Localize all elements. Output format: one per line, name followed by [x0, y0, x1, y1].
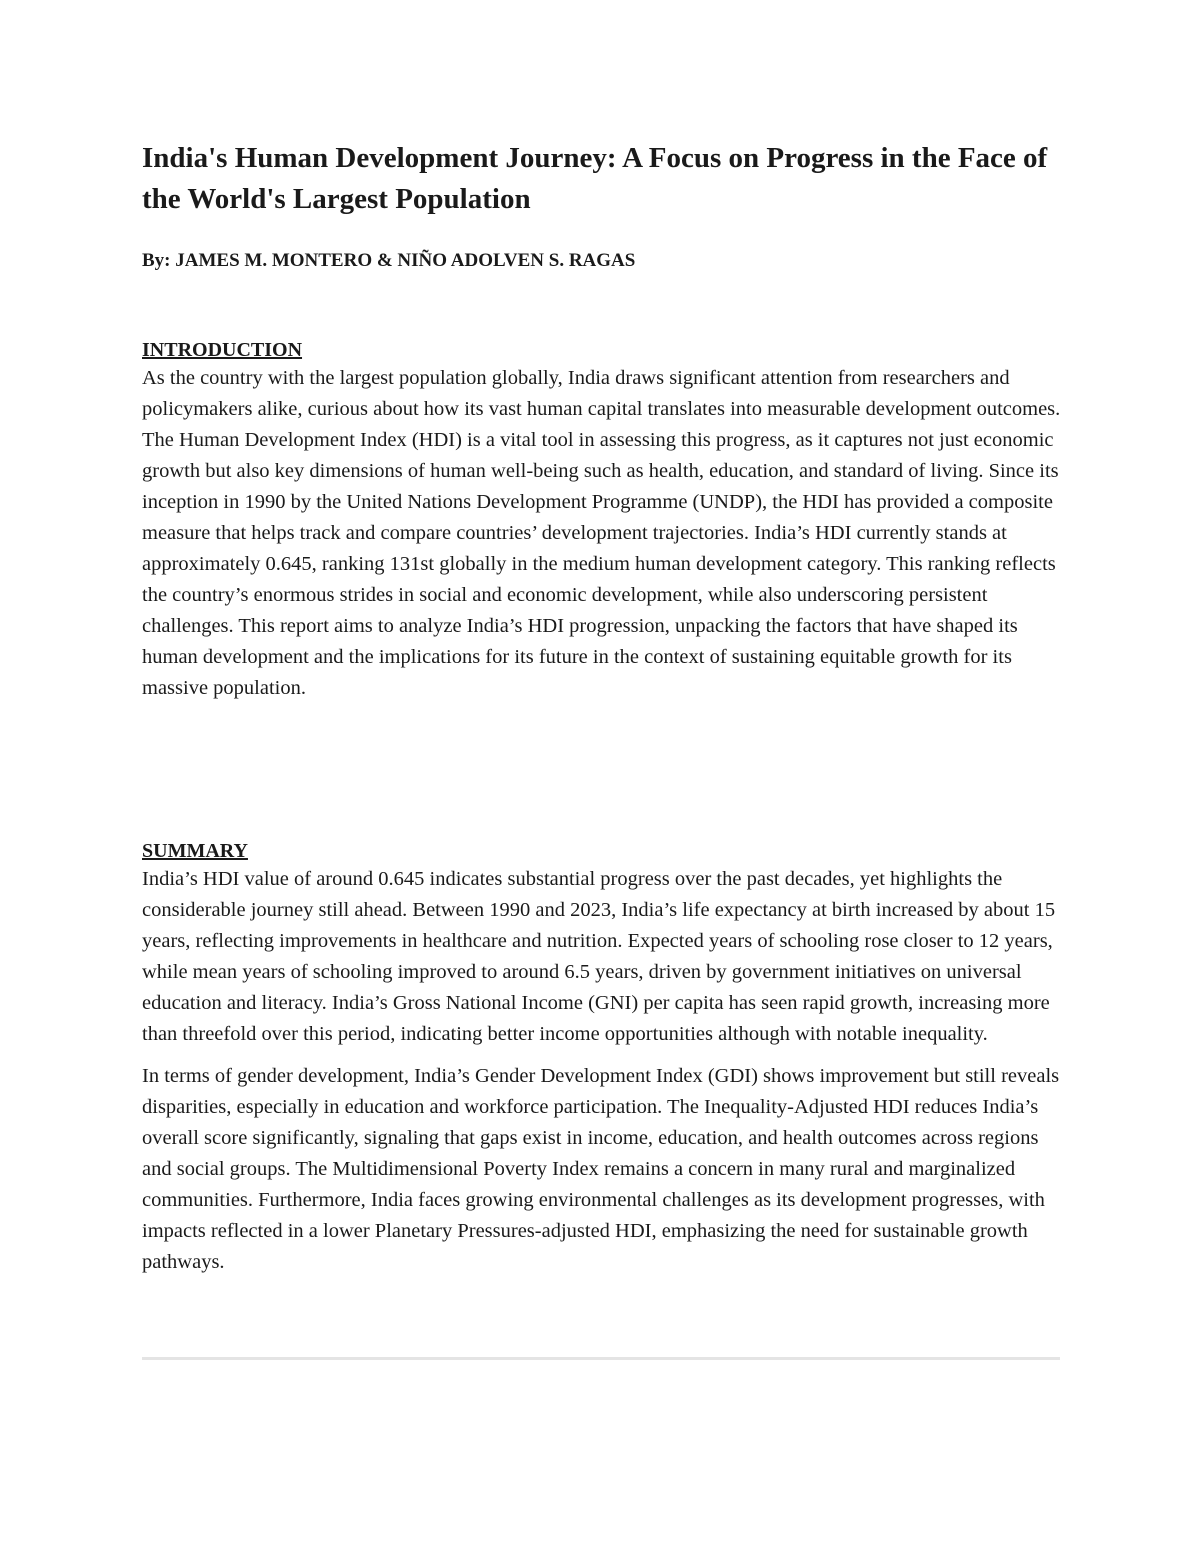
summary-section [142, 838, 1062, 1278]
document-page [142, 138, 1062, 274]
introduction-section [142, 337, 1062, 704]
document-title: India's Human Development Journey: A Focus on Progress in the Face of the World's Largest Population [142, 142, 1048, 215]
introduction-heading: INTRODUCTION [142, 339, 303, 361]
page-divider [142, 1357, 1060, 1360]
introduction-paragraph: As the country with the largest population globally, India draws significant attention from researchers and policymakers alike, curious about how its vast human capital translates into measurable development outcomes. The Human Development Index (HDI) is a vital tool in assessing this progress, as it captures not just economic growth but also key dimensions of human well-being such as health, education, and standard of living. Since its inception in 1990 by the United Nations Development Programme (UNDP), the HDI has provided a composite measure that helps track and compare countries’ development trajectories. India’s HDI currently stands at approximately 0.645, ranking 131st globally in the medium human development category. This ranking reflects the country’s enormous strides in social and economic development, while also underscoring persistent challenges. This report aims to analyze India’s HDI progression, unpacking the factors that have shaped its human development and the implications for its future in the context of sustaining equitable growth for its massive population. [142, 367, 1061, 699]
summary-paragraph-2: In terms of gender development, India’s Gender Development Index (GDI) shows improvement but still reveals disparities, especially in education and workforce participation. The Inequality-Adjusted HDI reduces India’s overall score significantly, signaling that gaps exist in income, education, and health outcomes across regions and social groups. The Multidimensional Poverty Index remains a concern in many rural and marginalized communities. Furthermore, India faces growing environmental challenges as its development progresses, with impacts reflected in a lower Planetary Pressures-adjusted HDI, emphasizing the need for sustainable growth pathways. [142, 1065, 1060, 1273]
summary-heading: SUMMARY [142, 840, 248, 862]
summary-paragraph-1: India’s HDI value of around 0.645 indicates substantial progress over the past decades, yet highlights the considerable journey still ahead. Between 1990 and 2023, India’s life expectancy at birth increased by about 15 years, reflecting improvements in healthcare and nutrition. Expected years of schooling rose closer to 12 years, while mean years of schooling improved to around 6.5 years, driven by government initiatives on universal education and literacy. India’s Gross National Income (GNI) per capita has seen rapid growth, increasing more than threefold over this period, indicating better income opportunities although with notable inequality. [142, 868, 1056, 1045]
document-authors: By: JAMES M. MONTERO & NIÑO ADOLVEN S. RAGAS [142, 250, 636, 271]
